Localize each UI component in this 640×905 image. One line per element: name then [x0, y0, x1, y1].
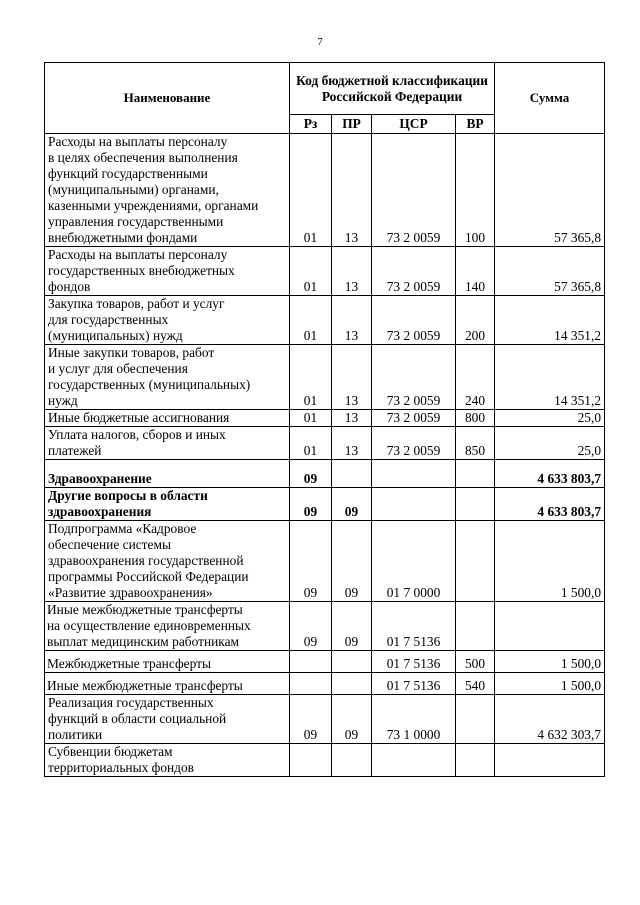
row-rz: 09: [290, 695, 332, 744]
table-row: [45, 695, 605, 744]
row-vr: [456, 488, 495, 521]
row-sum: 14 351,2: [495, 296, 605, 345]
header-csr: ЦСР: [372, 115, 456, 134]
header-sum: Сумма: [495, 63, 605, 134]
row-csr: [372, 488, 456, 521]
row-sum: 14 351,2: [495, 345, 605, 410]
row-name: Иные межбюджетные трансферты: [45, 673, 290, 695]
row-name: Закупка товаров, работ и услуг для государственных (муниципальных) нужд: [45, 296, 290, 345]
row-csr: 01 7 5136: [372, 651, 456, 673]
row-sum: 1 500,0: [495, 673, 605, 695]
row-rz: [290, 744, 332, 777]
table-row: [45, 651, 605, 673]
row-rz: 09: [290, 602, 332, 651]
row-pr: [332, 673, 372, 695]
row-rz: 01: [290, 296, 332, 345]
row-rz: 09: [290, 521, 332, 602]
table-row: [45, 673, 605, 695]
row-sum: 57 365,8: [495, 247, 605, 296]
row-pr: 13: [332, 427, 372, 460]
page-number: 7: [317, 36, 323, 48]
header-pr: ПР: [332, 115, 372, 134]
row-vr: 140: [456, 247, 495, 296]
table-row: [45, 247, 605, 296]
row-sum: 57 365,8: [495, 134, 605, 247]
row-csr: 01 7 5136: [372, 602, 456, 651]
row-vr: 240: [456, 345, 495, 410]
row-vr: 800: [456, 410, 495, 427]
row-csr: 73 2 0059: [372, 345, 456, 410]
row-sum: 4 632 303,7: [495, 695, 605, 744]
row-sum: 4 633 803,7: [495, 460, 605, 488]
budget-table: [44, 62, 605, 777]
row-sum: 4 633 803,7: [495, 488, 605, 521]
table-row: [45, 345, 605, 410]
row-name: Расходы на выплаты персоналу в целях обеспечения выполнения функций государственными (муниципальными) органами, казенными учреждениями, органами управления государственными внебюджетными фондами: [45, 134, 290, 247]
row-csr: 01 7 5136: [372, 673, 456, 695]
row-sum: [495, 602, 605, 651]
row-rz: [290, 651, 332, 673]
row-rz: 01: [290, 427, 332, 460]
row-pr: 09: [332, 695, 372, 744]
row-rz: 01: [290, 410, 332, 427]
header-rz: Рз: [290, 115, 332, 134]
row-csr: 73 2 0059: [372, 410, 456, 427]
row-name: Реализация государственных функций в области социальной политики: [45, 695, 290, 744]
row-sum: 25,0: [495, 410, 605, 427]
row-pr: [332, 651, 372, 673]
row-rz: 09: [290, 460, 332, 488]
row-name: Иные межбюджетные трансферты на осуществление единовременных выплат медицинским работникам: [45, 602, 290, 651]
table-row: [45, 296, 605, 345]
row-pr: 13: [332, 247, 372, 296]
row-sum: 25,0: [495, 427, 605, 460]
row-name: Иные бюджетные ассигнования: [45, 410, 290, 427]
table-row: [45, 410, 605, 427]
row-pr: 13: [332, 296, 372, 345]
row-sum: 1 500,0: [495, 521, 605, 602]
row-vr: 100: [456, 134, 495, 247]
row-name: Подпрограмма «Кадровое обеспечение системы здравоохранения государственной программы Российской Федерации «Развитие здравоохранения»: [45, 521, 290, 602]
row-vr: [456, 744, 495, 777]
row-vr: 200: [456, 296, 495, 345]
row-csr: 73 2 0059: [372, 427, 456, 460]
row-rz: [290, 673, 332, 695]
header-code-group: Код бюджетной классификации Российской Федерации: [290, 63, 495, 115]
row-name: Здравоохранение: [45, 460, 290, 488]
row-name: Расходы на выплаты персоналу государственных внебюджетных фондов: [45, 247, 290, 296]
row-rz: 01: [290, 345, 332, 410]
row-pr: 09: [332, 488, 372, 521]
table-row: [45, 744, 605, 777]
row-csr: 73 2 0059: [372, 296, 456, 345]
row-vr: [456, 602, 495, 651]
row-vr: 500: [456, 651, 495, 673]
row-csr: [372, 744, 456, 777]
row-pr: [332, 744, 372, 777]
row-vr: [456, 695, 495, 744]
row-csr: 73 1 0000: [372, 695, 456, 744]
row-pr: 13: [332, 410, 372, 427]
table-row: [45, 488, 605, 521]
header-name: Наименование: [45, 63, 290, 134]
row-sum: 1 500,0: [495, 651, 605, 673]
row-csr: 01 7 0000: [372, 521, 456, 602]
row-vr: [456, 460, 495, 488]
row-sum: [495, 744, 605, 777]
row-name: Уплата налогов, сборов и иных платежей: [45, 427, 290, 460]
row-rz: 09: [290, 488, 332, 521]
row-vr: 540: [456, 673, 495, 695]
row-name: Иные закупки товаров, работ и услуг для обеспечения государственных (муниципальных) нужд: [45, 345, 290, 410]
row-vr: [456, 521, 495, 602]
row-vr: 850: [456, 427, 495, 460]
row-csr: 73 2 0059: [372, 134, 456, 247]
row-pr: 09: [332, 602, 372, 651]
row-pr: [332, 460, 372, 488]
row-pr: 09: [332, 521, 372, 602]
row-name: Субвенции бюджетам территориальных фондов: [45, 744, 290, 777]
table-row: [45, 427, 605, 460]
header-vr: ВР: [456, 115, 495, 134]
row-rz: 01: [290, 134, 332, 247]
table-row: [45, 602, 605, 651]
row-name: Другие вопросы в области здравоохранения: [45, 488, 290, 521]
row-csr: [372, 460, 456, 488]
row-csr: 73 2 0059: [372, 247, 456, 296]
row-rz: 01: [290, 247, 332, 296]
table-row: [45, 460, 605, 488]
table-row: [45, 134, 605, 247]
table-row: [45, 521, 605, 602]
row-name: Межбюджетные трансферты: [45, 651, 290, 673]
row-pr: 13: [332, 345, 372, 410]
row-pr: 13: [332, 134, 372, 247]
